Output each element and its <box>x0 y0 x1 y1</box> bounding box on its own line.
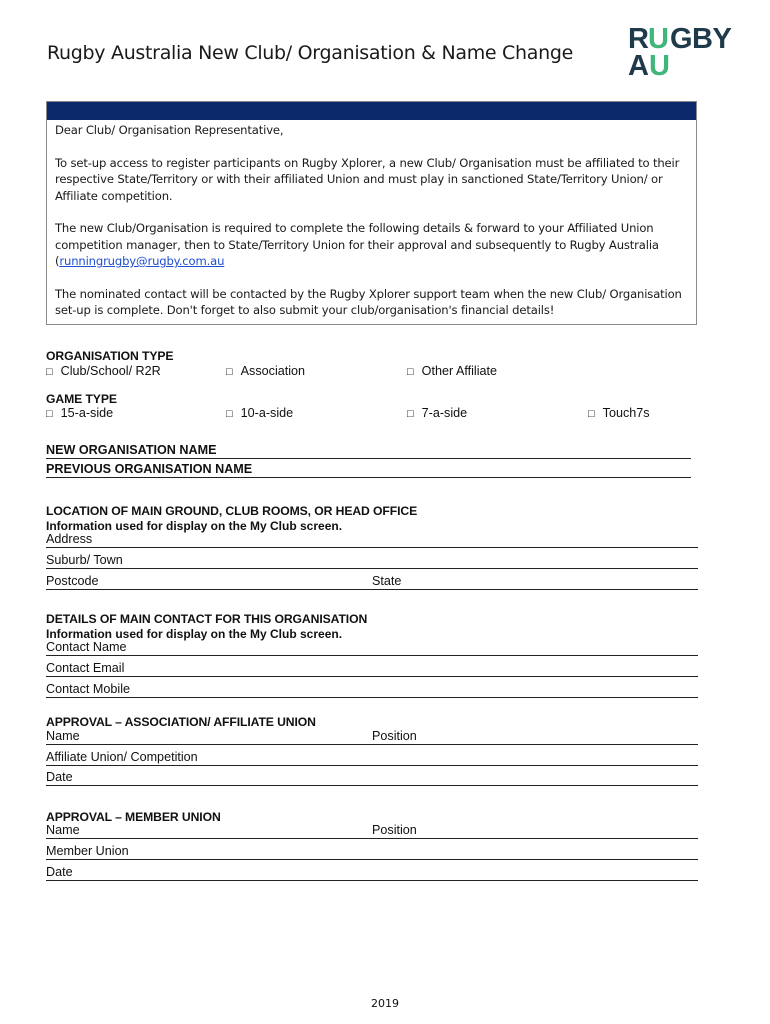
org-type-other-option[interactable]: □ Other Affiliate <box>407 364 498 378</box>
game-type-heading: GAME TYPE <box>46 392 117 406</box>
svg-text:U: U <box>649 50 670 78</box>
checkbox-icon[interactable]: □ <box>407 408 414 420</box>
checkbox-icon[interactable]: □ <box>226 408 233 420</box>
intro-text <box>55 122 685 335</box>
suburb-field[interactable]: Suburb/ Town <box>46 552 698 569</box>
page-title: Rugby Australia New Club/ Organisation & Name Change <box>47 42 573 64</box>
intro-paragraph-2 <box>55 220 685 270</box>
game-type-touch7s-option[interactable]: □ Touch7s <box>588 406 650 420</box>
game-type-7-option[interactable]: □ 7-a-side <box>407 406 468 420</box>
checkbox-icon[interactable]: □ <box>407 366 414 378</box>
approval-member-heading: APPROVAL – MEMBER UNION <box>46 810 221 824</box>
checkbox-icon[interactable]: □ <box>46 408 53 420</box>
intro-box <box>46 101 697 325</box>
prev-org-name-field[interactable]: PREVIOUS ORGANISATION NAME <box>46 461 691 478</box>
location-subheading: Information used for display on the My Club screen. <box>46 519 343 533</box>
contact-name-field[interactable]: Contact Name <box>46 639 698 656</box>
footer-year: 2019 <box>371 997 399 1010</box>
checkbox-icon[interactable]: □ <box>588 408 595 420</box>
org-type-heading: ORGANISATION TYPE <box>46 349 174 363</box>
approval-association-heading: APPROVAL – ASSOCIATION/ AFFILIATE UNION <box>46 715 316 729</box>
game-type-15-option[interactable]: □ 15-a-side <box>46 406 114 420</box>
svg-text:U: U <box>648 24 669 55</box>
checkbox-icon[interactable]: □ <box>46 366 53 378</box>
contact-mobile-field[interactable]: Contact Mobile <box>46 681 698 698</box>
checkbox-icon[interactable]: □ <box>226 366 233 378</box>
svg-text:R: R <box>628 24 649 55</box>
member-name-position-field[interactable]: Name Position <box>46 822 698 839</box>
postcode-state-field[interactable]: Postcode State <box>46 573 698 590</box>
assoc-union-field[interactable]: Affiliate Union/ Competition <box>46 749 698 766</box>
intro-paragraph-2-text: The new Club/Organisation is required to complete the following details & forward to your Affiliated Union competition manager, then to State/Territory Union for their approval and subsequently to Rugby Australia ( <box>55 221 659 268</box>
email-link[interactable]: runningrugby@rugby.com.au <box>59 254 225 268</box>
org-type-club-option[interactable]: □ Club/School/ R2R <box>46 364 161 378</box>
rugby-au-logo <box>628 24 740 78</box>
intro-paragraph-1: To set-up access to register participants on Rugby Xplorer, a new Club/ Organisation must be affiliated to their respective State/Territory or with their affiliated Union and must play in sanctioned State/Territory Union/ or Affiliate competition. <box>55 155 680 203</box>
svg-text:A: A <box>628 50 649 78</box>
contact-email-field[interactable]: Contact Email <box>46 660 698 677</box>
location-heading: LOCATION OF MAIN GROUND, CLUB ROOMS, OR HEAD OFFICE <box>46 504 418 518</box>
member-union-field[interactable]: Member Union <box>46 843 698 860</box>
address-field[interactable]: Address <box>46 531 698 548</box>
intro-paragraph-3: The nominated contact will be contacted by the Rugby Xplorer support team when the new Club/ Organisation set-up is complete. Don't forget to also submit your club/organisation's financial details! <box>55 286 682 317</box>
game-type-10-option[interactable]: □ 10-a-side <box>226 406 294 420</box>
contact-heading: DETAILS OF MAIN CONTACT FOR THIS ORGANISATION <box>46 612 368 626</box>
assoc-name-position-field[interactable]: Name Position <box>46 728 698 745</box>
assoc-date-field[interactable]: Date <box>46 769 698 786</box>
org-type-association-option[interactable]: □ Association <box>226 364 306 378</box>
new-org-name-field[interactable]: NEW ORGANISATION NAME <box>46 442 691 459</box>
member-date-field[interactable]: Date <box>46 864 698 881</box>
intro-banner <box>47 102 696 120</box>
svg-text:GBY: GBY <box>670 24 732 55</box>
contact-subheading: Information used for display on the My Club screen. <box>46 627 343 641</box>
intro-greeting: Dear Club/ Organisation Representative, <box>55 123 284 137</box>
